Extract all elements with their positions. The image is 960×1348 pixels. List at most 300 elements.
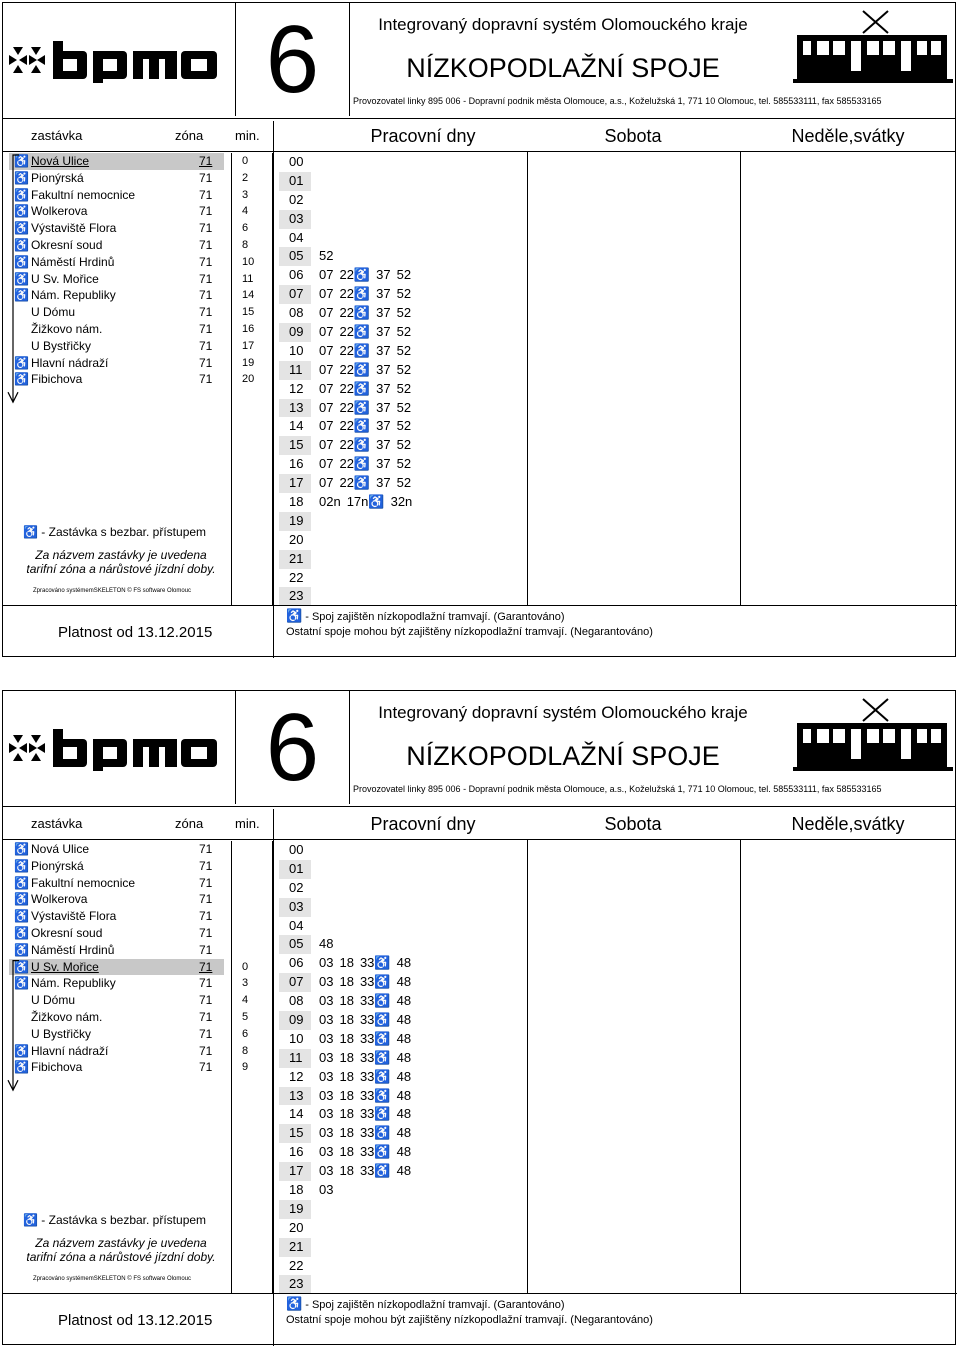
departure-minute: 18	[339, 1030, 354, 1046]
departure-minute: 33♿	[359, 974, 391, 990]
stop-zone: 71	[199, 842, 213, 856]
hour-label: 14	[289, 418, 304, 434]
stop-name: Pionýrská	[31, 858, 84, 873]
departure-minute: 03	[319, 1106, 334, 1122]
stop-row	[9, 271, 224, 288]
hour-label: 13	[279, 399, 311, 418]
travel-minutes: 16	[242, 322, 255, 335]
wheelchair-icon: ♿	[286, 1296, 303, 1311]
stop-zone: 71	[199, 993, 213, 1008]
hour-label: 04	[289, 917, 304, 933]
hour-label: 11	[279, 1049, 311, 1068]
departure-minute: 32n	[390, 494, 413, 510]
operator-info: Provozovatel linky 895 006 - Dopravní podnik města Olomouce, a.s., Koželužská 1, 771 10 Olomouc, tel. 585533111, fax 585533165	[353, 784, 882, 794]
hour-label: 16	[289, 1144, 304, 1160]
departure-minutes	[319, 973, 417, 992]
departure-minute: 52	[319, 248, 334, 264]
hour-label: 21	[279, 1238, 311, 1257]
hour-label: 10	[289, 342, 304, 358]
departure-minute: 52	[396, 437, 412, 453]
zone-note: Za názvem zastávky je uvedena tarifní zóna a nárůstové jízdní doby.	[26, 548, 216, 576]
departure-minute: 03	[319, 955, 334, 971]
departure-minute: 37	[376, 418, 391, 434]
departure-minute: 22♿	[339, 267, 371, 283]
travel-minutes: 0	[242, 960, 249, 973]
departure-minutes	[319, 1087, 417, 1106]
col-sunday: Neděle,svátky	[791, 814, 905, 834]
stop-name: Fibichova	[31, 372, 83, 387]
wheelchair-icon: ♿	[14, 372, 29, 387]
processed-note: Zpracováno systémemSKELETON © FS software Olomouc	[33, 588, 192, 594]
stop-zone: 71	[199, 271, 213, 286]
departure-minute: 33♿	[359, 1144, 391, 1160]
wheelchair-icon: ♿	[14, 925, 29, 940]
validity: Platnost od 13.12.2015	[58, 624, 213, 641]
wheelchair-icon: ♿	[23, 525, 38, 539]
travel-minutes	[232, 841, 272, 858]
departure-minute: 52	[396, 418, 412, 434]
stop-zone: 71	[199, 338, 213, 353]
hour-label: 03	[279, 210, 311, 229]
hour-label: 20	[289, 531, 304, 547]
system-title: Integrovaný dopravní systém Olomouckého kraje	[378, 703, 748, 722]
departure-minute: 07	[319, 324, 334, 340]
col-stop: zastávka	[31, 128, 83, 143]
stop-name: Náměstí Hrdinů	[31, 942, 115, 957]
stop-row	[9, 153, 224, 170]
travel-minutes: 4	[242, 994, 249, 1007]
travel-minutes: 20	[242, 373, 255, 386]
hour-label: 17	[279, 1162, 311, 1181]
hour-label: 21	[279, 550, 311, 569]
travel-times	[231, 153, 273, 605]
stop-zone: 71	[199, 1060, 213, 1075]
hour-label: 05	[279, 935, 311, 954]
stop-name: Fakultní nemocnice	[31, 187, 136, 202]
wheelchair-icon: ♿	[14, 355, 29, 370]
travel-minutes: 14	[242, 289, 255, 302]
departure-minute: 52	[396, 456, 412, 472]
departure-minute: 03	[319, 1144, 334, 1160]
stop-name: Pionýrská	[31, 170, 84, 185]
wheelchair-icon: ♿	[14, 187, 29, 202]
hour-label: 18	[289, 494, 304, 510]
hour-label: 18	[289, 1182, 304, 1198]
departure-minute: 07	[319, 475, 334, 491]
note-others: Ostatní spoje mohou být zajištěny nízkopodlažní tramvají. (Negarantováno)	[286, 626, 653, 638]
tram-icon	[793, 9, 953, 89]
col-min: min.	[235, 128, 260, 143]
departure-minute: 07	[319, 342, 334, 358]
stop-row	[9, 1059, 224, 1076]
departure-minutes	[319, 493, 418, 512]
stop-row	[9, 304, 224, 321]
stop-row	[9, 287, 224, 304]
col-zone: zóna	[175, 128, 204, 143]
timetable-sheet	[2, 2, 956, 657]
stop-row	[9, 992, 224, 1009]
departure-minutes	[319, 417, 417, 436]
hour-label: 20	[289, 1219, 304, 1235]
col-workdays: Pracovní dny	[370, 126, 476, 146]
departure-minute: 22♿	[339, 475, 371, 491]
hour-label: 08	[289, 993, 304, 1009]
hour-label: 22	[289, 1257, 304, 1273]
operator-info: Provozovatel linky 895 006 - Dopravní podnik města Olomouce, a.s., Koželužská 1, 771 10 Olomouc, tel. 585533111, fax 585533165	[353, 96, 882, 106]
line-number: 6	[235, 691, 350, 804]
stop-row	[9, 875, 224, 892]
stop-name: Nám. Republiky	[31, 288, 116, 303]
wheelchair-icon: ♿	[14, 976, 29, 991]
stop-name: Nová Ulice	[31, 154, 90, 168]
stop-zone: 71	[199, 1043, 213, 1058]
stop-name: U Sv. Mořice	[31, 271, 99, 286]
stop-row	[9, 338, 224, 355]
stop-name: Okresní soud	[31, 925, 103, 940]
stop-row	[9, 321, 224, 338]
departure-minutes	[319, 380, 417, 399]
hour-label: 12	[289, 380, 304, 396]
departure-minute: 52	[396, 286, 412, 302]
departure-minute: 37	[376, 437, 391, 453]
departure-minute: 37	[376, 456, 391, 472]
hour-label: 02	[289, 191, 304, 207]
departure-minute: 18	[339, 1163, 354, 1179]
stop-row	[9, 1009, 224, 1026]
departure-minute: 37	[376, 361, 391, 377]
hour-label: 03	[279, 898, 311, 917]
departure-minute: 22♿	[339, 456, 371, 472]
hour-label: 05	[279, 247, 311, 266]
departure-minute: 48	[396, 1068, 412, 1084]
departure-minute: 52	[396, 324, 412, 340]
stop-row	[9, 254, 224, 271]
stop-row	[9, 187, 224, 204]
hour-label: 12	[289, 1068, 304, 1084]
stop-zone: 71	[199, 959, 213, 974]
hour-label: 14	[289, 1106, 304, 1122]
departure-minute: 18	[339, 955, 354, 971]
zone-note: Za názvem zastávky je uvedena tarifní zóna a nárůstové jízdní doby.	[26, 1236, 216, 1264]
stop-row	[9, 237, 224, 254]
departure-minute: 37	[376, 324, 391, 340]
stop-row	[9, 170, 224, 187]
departure-minute: 18	[339, 1087, 354, 1103]
hour-label: 02	[289, 879, 304, 895]
hour-label: 19	[279, 512, 311, 531]
stop-zone: 71	[199, 372, 213, 387]
departure-minute: 18	[339, 1012, 354, 1028]
departure-minute: 03	[319, 1012, 334, 1028]
hour-label: 01	[279, 860, 311, 879]
col-min: min.	[235, 816, 260, 831]
departure-minute: 22♿	[339, 418, 371, 434]
departure-minute: 33♿	[359, 1012, 391, 1028]
stop-name: Výstaviště Flora	[31, 221, 117, 236]
hour-label: 08	[289, 305, 304, 321]
hour-label: 06	[289, 955, 304, 971]
hour-label: 00	[289, 154, 304, 169]
departure-minute: 48	[396, 1087, 412, 1103]
departure-minute: 03	[319, 1049, 334, 1065]
wheelchair-icon: ♿	[14, 254, 29, 269]
departure-minute: 03	[319, 1068, 334, 1084]
col-sunday: Neděle,svátky	[791, 126, 905, 146]
stop-zone: 71	[199, 254, 213, 269]
stop-zone: 71	[199, 305, 213, 320]
wheelchair-icon: ♿	[14, 271, 29, 286]
departure-minute: 18	[339, 1144, 354, 1160]
departure-minutes	[319, 954, 417, 973]
hour-label: 04	[289, 229, 304, 245]
departure-minute: 33♿	[359, 1068, 391, 1084]
departure-minute: 37	[376, 399, 391, 415]
departure-minute: 48	[396, 1125, 412, 1141]
line-number: 6	[235, 3, 350, 116]
stop-zone: 71	[199, 355, 213, 370]
departure-minute: 37	[376, 286, 391, 302]
stop-zone: 71	[199, 976, 213, 991]
departure-minute: 03	[319, 1163, 334, 1179]
stop-name: Nová Ulice	[31, 842, 90, 856]
departure-minute: 18	[339, 993, 354, 1009]
hour-label: 22	[289, 569, 304, 585]
hour-label: 15	[279, 436, 311, 455]
stop-zone: 71	[199, 170, 213, 185]
stop-row	[9, 203, 224, 220]
departure-minute: 18	[339, 1125, 354, 1141]
departure-minute: 18	[339, 1068, 354, 1084]
stop-zone: 71	[199, 858, 213, 873]
hour-label: 11	[279, 361, 311, 380]
departure-minute: 07	[319, 456, 334, 472]
departure-minutes	[319, 304, 417, 323]
departure-minute: 33♿	[359, 955, 391, 971]
stop-name: U Sv. Mořice	[31, 959, 99, 974]
hour-label: 15	[279, 1124, 311, 1143]
validity: Platnost od 13.12.2015	[58, 1312, 213, 1329]
departure-minutes	[319, 247, 339, 266]
processed-note: Zpracováno systémemSKELETON © FS software Olomouc	[33, 1276, 192, 1282]
departure-minute: 33♿	[359, 1125, 391, 1141]
hour-label: 17	[279, 474, 311, 493]
hour-label: 09	[279, 1011, 311, 1030]
stop-name: Nám. Republiky	[31, 976, 116, 991]
departure-minute: 03	[319, 1030, 334, 1046]
departure-minute: 33♿	[359, 993, 391, 1009]
wheelchair-icon: ♿	[23, 1213, 38, 1227]
departure-minute: 22♿	[339, 399, 371, 415]
departure-minutes	[319, 266, 417, 285]
departure-minute: 03	[319, 1125, 334, 1141]
departure-minutes	[319, 399, 417, 418]
stop-name: U Dómu	[31, 305, 76, 320]
wheelchair-icon: ♿	[14, 842, 29, 856]
departure-minute: 48	[319, 936, 334, 952]
travel-minutes	[232, 858, 272, 875]
stop-name: Fibichova	[31, 1060, 83, 1075]
departure-minute: 48	[396, 1144, 412, 1160]
departure-minutes	[319, 1124, 417, 1143]
stop-zone: 71	[199, 187, 213, 202]
departure-minute: 18	[339, 1049, 354, 1065]
departure-minute: 18	[339, 1106, 354, 1122]
stop-zone: 71	[199, 892, 213, 907]
departure-minute: 52	[396, 380, 412, 396]
wheelchair-icon: ♿	[14, 154, 29, 168]
stop-row	[9, 975, 224, 992]
note-others: Ostatní spoje mohou být zajištěny nízkopodlažní tramvají. (Negarantováno)	[286, 1314, 653, 1326]
stop-name: Wolkerova	[31, 204, 88, 219]
travel-minutes: 15	[242, 306, 255, 319]
travel-minutes: 9	[242, 1061, 249, 1074]
departure-minute: 52	[396, 361, 412, 377]
departure-minutes	[319, 1181, 339, 1200]
departure-minute: 33♿	[359, 1049, 391, 1065]
departure-minute: 33♿	[359, 1087, 391, 1103]
stop-row	[9, 942, 224, 959]
departure-minute: 48	[396, 1106, 412, 1122]
travel-minutes: 6	[242, 1027, 249, 1040]
departure-minute: 07	[319, 305, 334, 321]
stop-row	[9, 925, 224, 942]
stop-name: Fakultní nemocnice	[31, 875, 136, 890]
hour-label: 19	[279, 1200, 311, 1219]
stop-zone: 71	[199, 237, 213, 252]
departure-minute: 52	[396, 267, 412, 283]
departure-minute: 17n♿	[346, 494, 385, 510]
wheelchair-icon: ♿	[14, 204, 29, 219]
stop-name: Hlavní nádraží	[31, 1043, 109, 1058]
departure-minutes	[319, 1011, 417, 1030]
departure-minute: 37	[376, 380, 391, 396]
travel-minutes: 5	[242, 1010, 249, 1023]
departure-minute: 37	[376, 305, 391, 321]
note-guaranteed: ♿ - Spoj zajištěn nízkopodlažní tramvají. (Garantováno)	[286, 608, 565, 623]
wheelchair-icon: ♿	[14, 221, 29, 236]
departure-minute: 52	[396, 305, 412, 321]
departure-minute: 48	[396, 1163, 412, 1179]
hour-label: 23	[279, 1275, 311, 1294]
stop-row	[9, 891, 224, 908]
stop-zone: 71	[199, 221, 213, 236]
hour-label: 07	[279, 973, 311, 992]
wheelchair-icon: ♿	[14, 858, 29, 873]
hour-label: 23	[279, 587, 311, 606]
stop-name: Náměstí Hrdinů	[31, 254, 115, 269]
wheelchair-icon: ♿	[14, 1043, 29, 1058]
travel-minutes: 8	[242, 238, 249, 251]
departure-minute: 52	[396, 342, 412, 358]
hour-label: 16	[289, 456, 304, 472]
departure-minute: 03	[319, 1087, 334, 1103]
stop-zone: 71	[199, 204, 213, 219]
departure-minute: 22♿	[339, 342, 371, 358]
departure-minute: 07	[319, 267, 334, 283]
wheelchair-icon: ♿	[14, 875, 29, 890]
wheelchair-icon: ♿	[14, 892, 29, 907]
departure-minute: 22♿	[339, 361, 371, 377]
departure-minutes	[319, 1143, 417, 1162]
travel-minutes: 3	[242, 977, 249, 990]
travel-minutes: 4	[242, 205, 249, 218]
departure-minutes	[319, 992, 417, 1011]
departure-minute: 52	[396, 475, 412, 491]
stop-row	[9, 841, 224, 858]
wheelchair-icon: ♿	[14, 288, 29, 303]
stop-zone: 71	[199, 909, 213, 924]
note-guaranteed: ♿ - Spoj zajištěn nízkopodlažní tramvají. (Garantováno)	[286, 1296, 565, 1311]
stop-row	[9, 858, 224, 875]
wc-legend: ♿ - Zastávka s bezbar. přístupem	[23, 525, 207, 539]
departure-minute: 07	[319, 399, 334, 415]
departure-minute: 07	[319, 418, 334, 434]
hour-label: 00	[289, 842, 304, 857]
stop-name: Wolkerova	[31, 892, 88, 907]
hour-label: 09	[279, 323, 311, 342]
travel-minutes: 17	[242, 339, 255, 352]
departure-minute: 18	[339, 974, 354, 990]
departure-minute: 37	[376, 267, 391, 283]
wheelchair-icon: ♿	[14, 942, 29, 957]
stop-row	[9, 355, 224, 372]
timetable-sheet	[2, 690, 956, 1345]
stop-zone: 71	[199, 321, 213, 336]
departure-minutes	[319, 1068, 417, 1087]
departure-minute: 03	[319, 974, 334, 990]
stop-zone: 71	[199, 288, 213, 303]
stop-zone: 71	[199, 1026, 213, 1041]
travel-minutes: 11	[242, 272, 254, 285]
travel-minutes: 0	[242, 155, 249, 167]
departure-minute: 48	[396, 1049, 412, 1065]
stop-zone: 71	[199, 925, 213, 940]
departure-minute: 03	[319, 993, 334, 1009]
sheet-header	[3, 3, 955, 119]
stop-zone: 71	[199, 1009, 213, 1024]
hour-label: 10	[289, 1030, 304, 1046]
travel-minutes: 3	[242, 188, 249, 201]
departure-minute: 22♿	[339, 324, 371, 340]
col-saturday: Sobota	[604, 126, 662, 146]
wheelchair-icon: ♿	[14, 909, 29, 924]
departure-minutes	[319, 1105, 417, 1124]
wheelchair-icon: ♿	[286, 608, 303, 623]
stop-zone: 71	[199, 154, 213, 168]
stop-row	[9, 220, 224, 237]
departure-minute: 52	[396, 399, 412, 415]
sheet-header	[3, 691, 955, 807]
departure-minutes	[319, 323, 417, 342]
departure-minute: 33♿	[359, 1106, 391, 1122]
stop-row	[9, 1026, 224, 1043]
col-zone: zóna	[175, 816, 204, 831]
dpmo-logo	[9, 37, 219, 83]
departure-minute: 48	[396, 993, 412, 1009]
stop-name: U Bystřičky	[31, 1026, 91, 1041]
stop-row	[9, 959, 224, 976]
departure-minute: 03	[319, 1182, 334, 1198]
stop-name: Hlavní nádraží	[31, 355, 109, 370]
departure-minute: 07	[319, 437, 334, 453]
hour-label: 06	[289, 267, 304, 283]
departure-minute: 22♿	[339, 380, 371, 396]
wheelchair-icon: ♿	[14, 959, 29, 974]
departure-minutes	[319, 361, 417, 380]
col-workdays: Pracovní dny	[370, 814, 476, 834]
departure-minute: 33♿	[359, 1030, 391, 1046]
departure-minutes	[319, 935, 339, 954]
